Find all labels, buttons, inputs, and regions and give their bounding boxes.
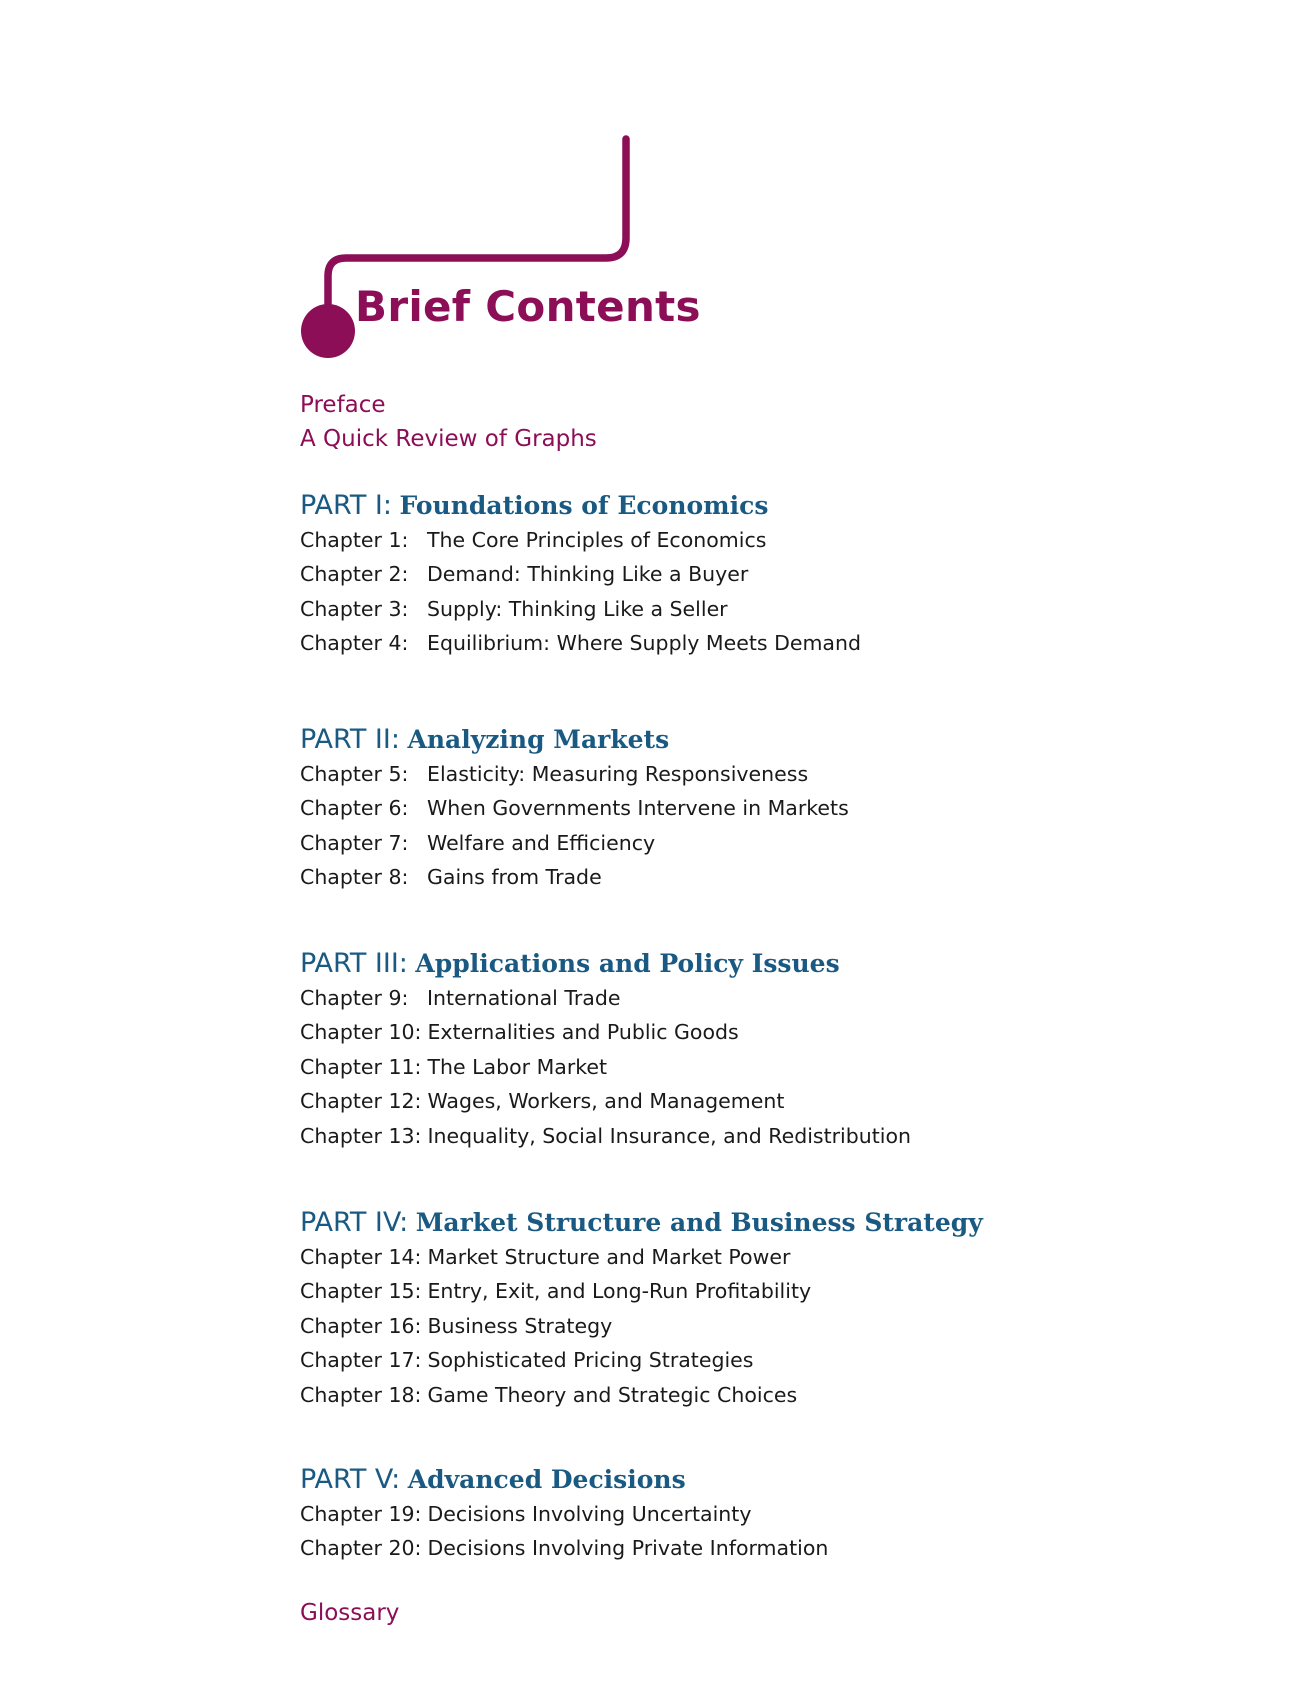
chapter-number: Chapter 7:: [300, 830, 409, 855]
front-matter-item[interactable]: A Quick Review of Graphs: [300, 426, 597, 452]
chapter-title: Equilibrium: Where Supply Meets Demand: [427, 631, 862, 656]
chapter-entry[interactable]: [300, 764, 808, 785]
front-matter-item[interactable]: Preface: [300, 392, 386, 418]
part-title: Analyzing Markets: [407, 725, 670, 754]
cut-off-entry: [300, 1600, 400, 1626]
chapter-entry[interactable]: [300, 1022, 739, 1043]
chapter-entry[interactable]: [300, 867, 602, 888]
chapter-entry[interactable]: [300, 1350, 753, 1371]
chapter-entry[interactable]: [300, 1382, 798, 1407]
chapter-entry[interactable]: [300, 1504, 751, 1525]
chapter-entry[interactable]: [300, 1123, 912, 1148]
chapter-title: Business Strategy: [427, 1313, 613, 1338]
part-number: PART I:: [300, 490, 392, 521]
part-title: Foundations of Economics: [399, 491, 769, 520]
chapter-entry[interactable]: [300, 596, 728, 621]
part-title: Advanced Decisions: [407, 1465, 686, 1494]
chapter-number: Chapter 19:: [300, 1502, 422, 1526]
chapter-number: Chapter 15:: [300, 1279, 422, 1304]
chapter-number: Chapter 2:: [300, 562, 409, 587]
chapter-title: When Governments Intervene in Markets: [427, 796, 849, 821]
chapter-number: Chapter 10:: [300, 1020, 422, 1045]
part-heading[interactable]: [300, 726, 669, 753]
glossary-link[interactable]: Glossary: [300, 1600, 400, 1626]
chapter-title: The Labor Market: [427, 1054, 608, 1079]
chapter-number: Chapter 9:: [300, 986, 409, 1010]
chapter-entry[interactable]: [300, 1281, 811, 1302]
part-number: PART IV:: [300, 1207, 409, 1238]
chapter-entry[interactable]: [300, 798, 849, 819]
chapter-number: Chapter 12:: [300, 1089, 422, 1114]
chapter-title: Externalities and Public Goods: [427, 1020, 739, 1045]
part-number: PART V:: [300, 1464, 401, 1495]
chapter-title: Game Theory and Strategic Choices: [427, 1382, 798, 1407]
chapter-title: Welfare and Efficiency: [427, 830, 656, 855]
chapter-title: Decisions Involving Private Information: [427, 1536, 829, 1561]
chapter-entry[interactable]: [300, 1313, 613, 1338]
chapter-title: Gains from Trade: [427, 865, 602, 890]
chapter-entry[interactable]: [300, 1538, 828, 1559]
chapter-number: Chapter 5:: [300, 762, 409, 786]
chapter-number: Chapter 4:: [300, 631, 409, 656]
part-heading[interactable]: [300, 492, 768, 519]
chapter-number: Chapter 1:: [300, 528, 409, 552]
chapter-entry[interactable]: [300, 1091, 784, 1112]
chapter-title: The Core Principles of Economics: [427, 528, 767, 552]
part-heading[interactable]: [300, 1209, 983, 1236]
chapter-entry[interactable]: [300, 1054, 608, 1079]
chapter-title: Market Structure and Market Power: [427, 1245, 791, 1269]
chapter-entry[interactable]: [300, 633, 861, 654]
part-number: PART III:: [300, 948, 408, 979]
bullet-dot-icon: [301, 304, 355, 358]
chapter-entry[interactable]: [300, 564, 748, 585]
chapter-entry[interactable]: [300, 1247, 790, 1268]
chapter-number: Chapter 20:: [300, 1536, 422, 1561]
chapter-title: Sophisticated Pricing Strategies: [427, 1348, 754, 1373]
part-title: Market Structure and Business Strategy: [415, 1208, 983, 1237]
chapter-title: Wages, Workers, and Management: [427, 1089, 785, 1114]
chapter-number: Chapter 11:: [300, 1054, 422, 1079]
part-number: PART II:: [300, 724, 400, 755]
page-title: Brief Contents: [355, 282, 701, 331]
chapter-number: Chapter 3:: [300, 596, 409, 621]
chapter-number: Chapter 13:: [300, 1123, 422, 1148]
chapter-title: Entry, Exit, and Long-Run Profitability: [427, 1279, 812, 1304]
chapter-entry[interactable]: [300, 988, 620, 1009]
chapter-number: Chapter 8:: [300, 865, 409, 890]
chapter-number: Chapter 16:: [300, 1313, 422, 1338]
chapter-title: Decisions Involving Uncertainty: [427, 1502, 752, 1526]
chapter-entry[interactable]: [300, 830, 656, 855]
part-heading[interactable]: [300, 950, 840, 977]
chapter-number: Chapter 14:: [300, 1245, 422, 1269]
chapter-number: Chapter 18:: [300, 1382, 422, 1407]
chapter-title: Demand: Thinking Like a Buyer: [427, 562, 749, 587]
chapter-title: Inequality, Social Insurance, and Redistribution: [427, 1123, 912, 1148]
chapter-entry[interactable]: [300, 530, 766, 551]
part-title: Applications and Policy Issues: [415, 949, 840, 978]
chapter-title: Supply: Thinking Like a Seller: [427, 596, 728, 621]
part-heading[interactable]: [300, 1466, 686, 1493]
chapter-title: Elasticity: Measuring Responsiveness: [427, 762, 809, 786]
chapter-title: International Trade: [427, 986, 621, 1010]
chapter-number: Chapter 6:: [300, 796, 409, 821]
chapter-number: Chapter 17:: [300, 1348, 422, 1373]
